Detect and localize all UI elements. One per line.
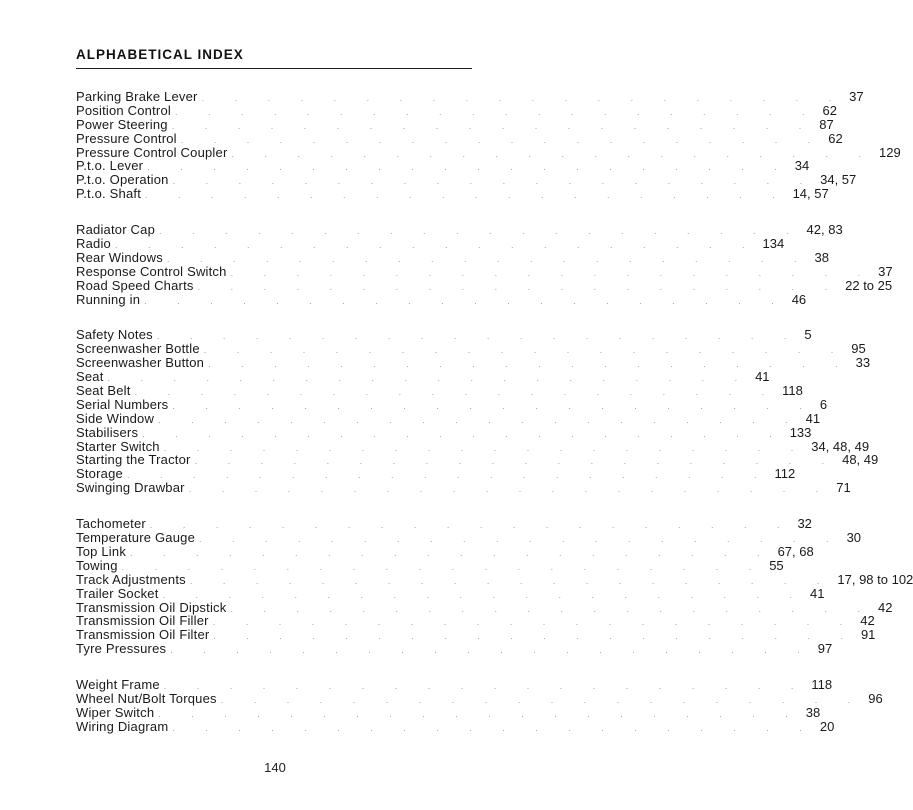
index-entry-label: Seat [76,369,104,385]
index-entry-label: Trailer Socket [76,585,159,601]
index-entry-label: Wiper Switch [76,704,155,720]
index-entry-label: P.t.o. Lever [76,158,144,174]
dot-leader: . . . . . . . . . . . . . . . . . . . . [174,106,819,117]
index-entry [76,557,784,573]
index-entry-pages: 71 [836,480,851,496]
index-entry-pages: 41 [805,410,821,426]
index-entry-label: Top Link [76,543,127,559]
index-entry-label: Stabilisers [76,424,139,440]
index-entry-pages: 33 [855,355,871,371]
index-entry [76,627,876,643]
index-entry-label: Transmission Oil Filler [76,613,209,629]
index-group [76,677,883,734]
index-entry-label: Swinging Drawbar [76,480,185,496]
dot-leader: . . . . . . . . . . . . . . . . . . . . [162,589,807,600]
index-entry-label: Tyre Pressures [76,641,167,657]
index-entry [76,599,893,615]
index-entry-pages: 62 [828,130,843,146]
index-entry [76,613,875,629]
dot-leader: . . . . . . . . . . . . . . . . . . . . [203,345,848,356]
index-entry-pages: 37 [849,89,864,104]
title-rule [76,68,472,69]
dot-leader: . . . . . . . . . . . . . . . . . . . . [189,575,834,586]
index-group [76,327,879,496]
index-entry [76,424,812,440]
dot-leader: . . . . . . . . . . . . . . . . . . . . [166,253,811,264]
dot-leader: . . . . . . . . . . . . . . . . . . . . [145,190,789,201]
index-groups [76,89,913,756]
index-group [76,516,913,657]
index-entry-label: Side Window [76,410,155,426]
index-entry-label: Weight Frame [76,677,160,693]
page-number: 140 [264,760,286,775]
index-entry-pages: 46 [791,291,807,307]
index-entry-pages: 6 [819,396,828,412]
index-entry-pages: 91 [860,627,876,643]
index-entry [76,396,828,412]
dot-leader: . . . . . . . . . . . . . . . . . . . . [212,617,857,628]
dot-leader: . . . . . . . . . . . . . . . . . . . . [144,295,788,306]
index-entry-pages: 112 [774,466,796,482]
index-entry-pages: 38 [805,704,821,720]
index-entry-label: Running in [76,291,141,307]
dot-leader: . . . . . . . . . . . . . . . . . . . . [149,520,794,531]
index-entry [76,158,810,174]
dot-leader: . . . . . . . . . . . . . . . . . . . . [220,694,865,705]
dot-leader: . . . . . . . . . . . . . . . . . . . . [163,681,808,692]
index-entry-pages: 41 [755,369,770,385]
index-entry [76,341,866,357]
index-entry-pages: 42 [877,599,893,615]
index-entry [76,438,870,454]
index-entry-pages: 133 [789,424,812,440]
dot-leader: . . . . . . . . . . . . . . . . . . . . [197,281,842,292]
index-entry [76,172,857,188]
index-entry-label: Radio [76,236,111,252]
index-entry [76,277,893,293]
index-entry-pages: 134 [762,236,785,252]
dot-leader: . . . . . . . . . . . . . . . . . . . . [158,414,802,425]
dot-leader: . . . . . . . . . . . . . . . . . . . . [213,631,857,642]
dot-leader: . . . . . . . . . . . . . . . . . . . . [114,240,759,251]
index-entry-pages: 34, 57 [820,172,857,188]
index-entry [76,327,812,343]
dot-leader: . . . . . . . . . . . . . . . . . . . . [230,603,874,614]
index-entry-label: Response Control Switch [76,263,227,279]
index-entry-pages: 48, 49 [842,452,879,468]
index-entry-label: Pressure Control [76,130,177,146]
index-entry-label: Wheel Nut/Bolt Torques [76,690,217,706]
index-entry [76,690,883,706]
index-entry-label: Track Adjustments [76,571,186,587]
index-entry [76,452,879,468]
index-entry-pages: 118 [782,383,803,399]
index-entry-label: Transmission Oil Filter [76,627,210,643]
dot-leader: . . . . . . . . . . . . . . . . . . . . [172,722,816,733]
index-entry-label: Power Steering [76,116,168,132]
index-group [76,89,901,202]
index-entry-pages: 67, 68 [777,543,814,559]
dot-leader: . . . . . . . . . . . . . . . . . . . . [208,359,852,370]
index-entry [76,718,835,734]
index-entry-label: Starting the Tractor [76,452,191,468]
index-entry [76,263,893,279]
index-entry-label: P.t.o. Shaft [76,186,142,202]
index-entry-pages: 118 [811,677,833,693]
index-entry-label: Tachometer [76,516,146,532]
dot-leader: . . . . . . . . . . . . . . . . . . . . [158,708,802,719]
index-entry [76,236,785,252]
index-entry-pages: 38 [814,249,829,265]
index-entry-label: Road Speed Charts [76,277,194,293]
index-entry-pages: 14, 57 [792,186,829,202]
dot-leader: . . . . . . . . . . . . . . . . . . . . [156,331,801,342]
index-entry [76,249,829,265]
dot-leader: . . . . . . . . . . . . . . . . . . . . [159,226,803,237]
index-entry [76,677,833,693]
index-entry [76,516,812,532]
index-entry [76,355,871,371]
index-entry-pages: 95 [851,341,866,357]
dot-leader: . . . . . . . . . . . . . . . . . . . . [180,134,825,145]
index-entry [76,704,821,720]
index-entry-pages: 17, 98 to 102 [837,571,913,587]
index-entry-label: Temperature Gauge [76,530,196,546]
index-entry [76,585,825,601]
index-entry-label: Starter Switch [76,438,160,454]
index-entry-label: Radiator Cap [76,222,155,238]
dot-leader: . . . . . . . . . . . . . . . . . . . . [130,547,774,558]
index-entry-pages: 42, 83 [806,222,843,238]
dot-leader: . . . . . . . . . . . . . . . . . . . . [172,176,817,187]
index-entry [76,571,913,587]
dot-leader: . . . . . . . . . . . . . . . . . . . . [199,534,843,545]
index-entry [76,222,843,238]
index-entry-pages: 34, 48, 49 [811,438,870,454]
index-entry-pages: 37 [878,263,893,279]
dot-leader: . . . . . . . . . . . . . . . . . . . . [121,561,766,572]
index-entry [76,543,814,559]
dot-leader: . . . . . . . . . . . . . . . . . . . . [170,645,814,656]
dot-leader: . . . . . . . . . . . . . . . . . . . . [230,267,875,278]
index-entry [76,530,862,546]
index-entry-label: P.t.o. Operation [76,172,169,188]
dot-leader: . . . . . . . . . . . . . . . . . . . . [194,456,839,467]
index-entry [76,130,843,146]
dot-leader: . . . . . . . . . . . . . . . . . . . . [231,148,876,159]
index-entry-pages: 5 [804,327,812,343]
index-entry-pages: 55 [769,557,784,573]
index-entry-pages: 30 [846,530,862,546]
dot-leader: . . . . . . . . . . . . . . . . . . . . [134,387,779,398]
dot-leader: . . . . . . . . . . . . . . . . . . . . [171,120,816,131]
index-entry [76,369,770,385]
dot-leader: . . . . . . . . . . . . . . . . . . . . [142,428,786,439]
index-entry-pages: 129 [879,144,901,160]
index-entry-label: Rear Windows [76,249,163,265]
index-entry-pages: 20 [819,718,835,734]
index-entry-pages: 87 [819,116,834,132]
index-entry [76,383,803,399]
index-entry [76,410,821,426]
index-entry [76,466,796,482]
index-entry-label: Storage [76,466,123,482]
index-entry-label: Serial Numbers [76,396,169,412]
index-entry-pages: 42 [860,613,875,629]
index-entry-label: Towing [76,557,118,573]
index-group [76,222,893,307]
index-entry-pages: 96 [868,690,883,706]
index-entry-label: Screenwasher Bottle [76,341,200,357]
index-entry-label: Parking Brake Lever [76,89,198,104]
index-entry-label: Pressure Control Coupler [76,144,228,160]
dot-leader: . . . . . . . . . . . . . . . . . . . . [147,162,791,173]
index-entry [76,102,837,118]
index-entry-pages: 22 to 25 [845,277,893,293]
index-entry-label: Screenwasher Button [76,355,205,371]
index-entry-pages: 34 [794,158,810,174]
index-entry [76,89,864,104]
index-entry [76,144,901,160]
page-title: ALPHABETICAL INDEX [76,47,244,62]
index-entry-pages: 41 [810,585,825,601]
index-entry [76,641,833,657]
index-entry-label: Transmission Oil Dipstick [76,599,227,615]
dot-leader: . . . . . . . . . . . . . . . . . . . . [126,470,771,481]
dot-leader: . . . . . . . . . . . . . . . . . . . . [163,442,808,453]
index-entry [76,480,851,496]
index-entry [76,116,834,132]
index-entry-label: Wiring Diagram [76,718,169,734]
index-entry [76,291,807,307]
index-entry-pages: 62 [822,102,837,118]
index-entry-label: Position Control [76,102,171,118]
dot-leader: . . . . . . . . . . . . . . . . . . . . [172,400,816,411]
index-entry-pages: 32 [797,516,812,532]
index-entry-label: Safety Notes [76,327,153,343]
dot-leader: . . . . . . . . . . . . . . . . . . . . [201,93,846,103]
index-entry-label: Seat Belt [76,383,131,399]
index-entry [76,186,829,202]
dot-leader: . . . . . . . . . . . . . . . . . . . . [107,373,752,384]
dot-leader: . . . . . . . . . . . . . . . . . . . . [188,484,833,495]
index-entry-pages: 97 [817,641,833,657]
